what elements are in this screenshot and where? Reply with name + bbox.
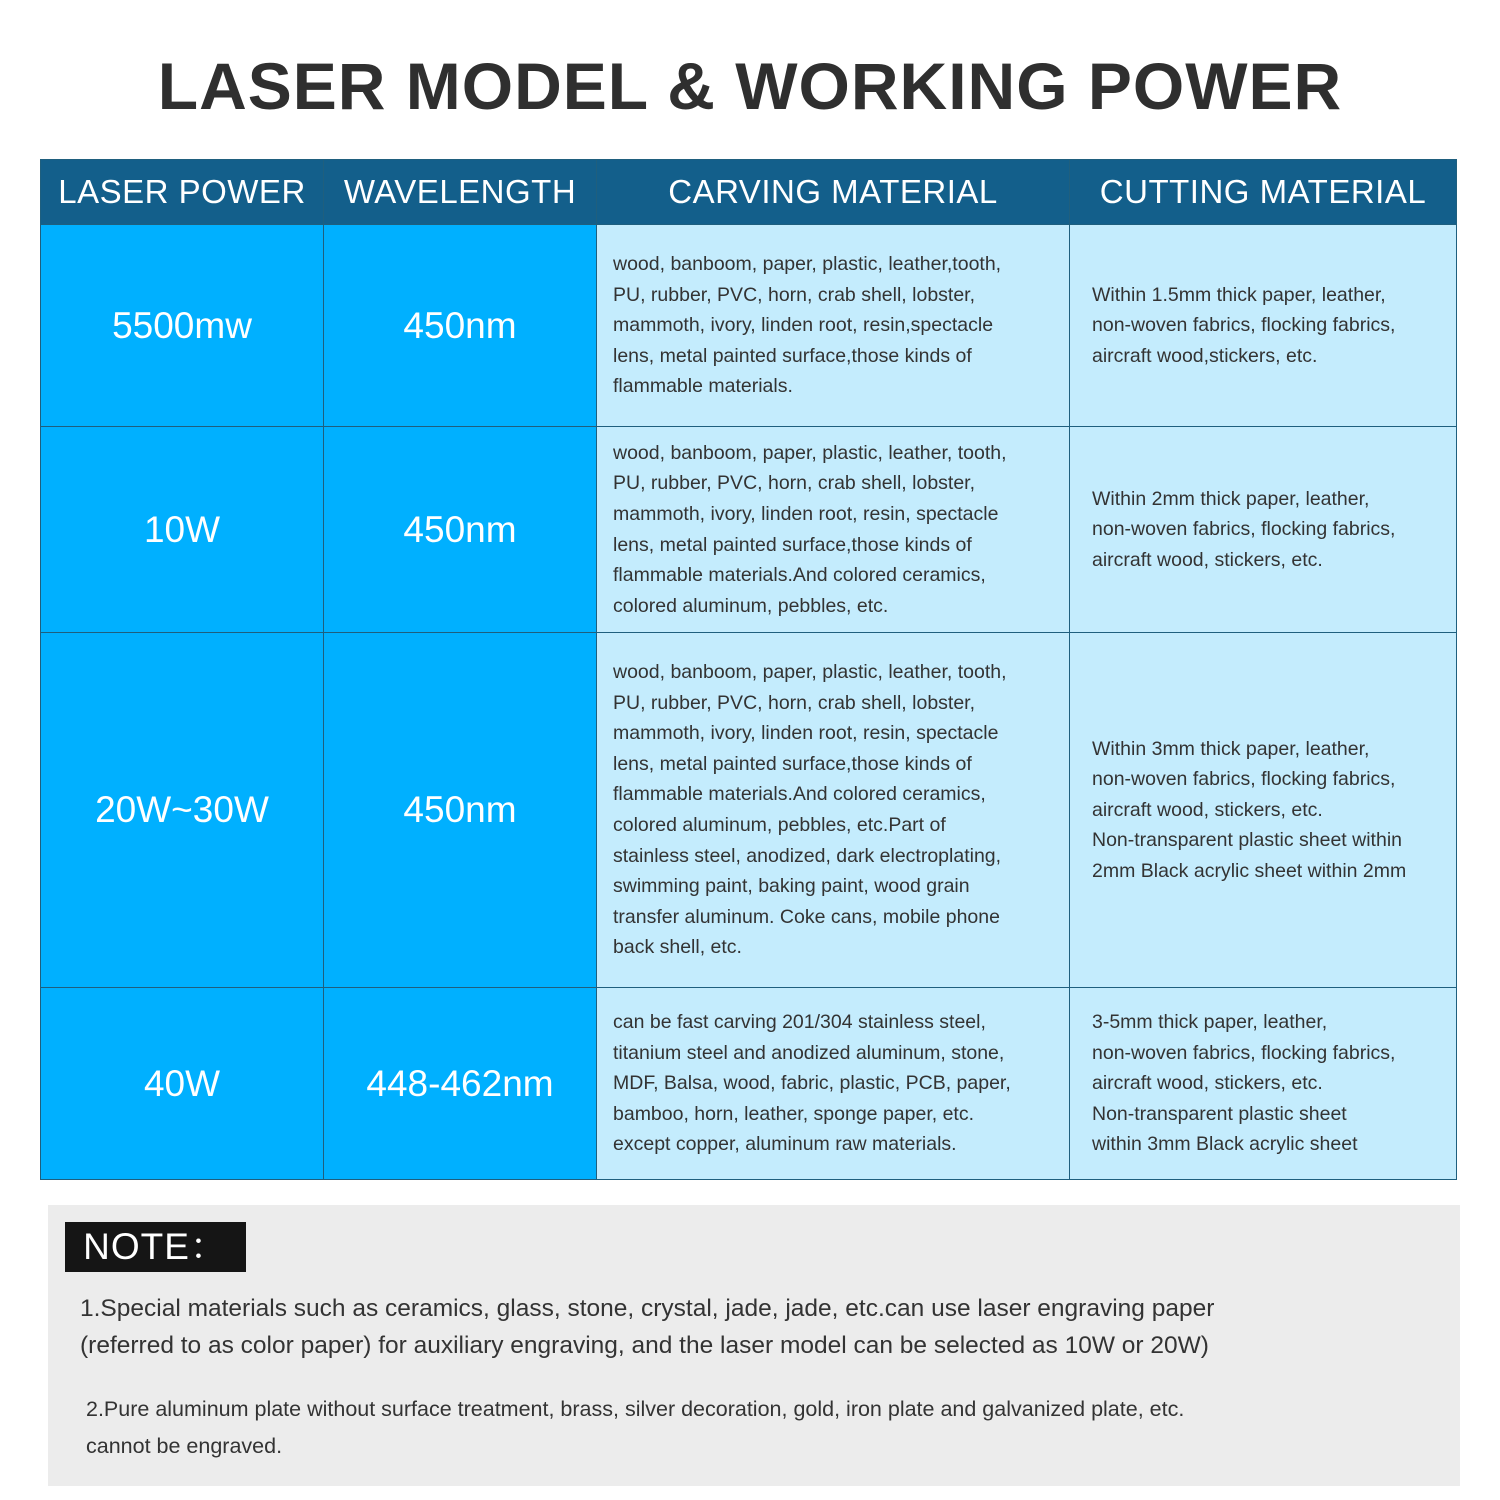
cutting-material-cell [1070,427,1457,633]
wavelength-cell: 448-462nm [324,988,597,1180]
cutting-material-text: Within 1.5mm thick paper, leather, non-woven fabrics, flocking fabrics, aircraft wood,stickers, etc. [1092,283,1396,367]
carving-material-cell [597,988,1070,1180]
cutting-material-text: Within 2mm thick paper, leather, non-woven fabrics, flocking fabrics, aircraft wood, stickers, etc. [1092,487,1396,571]
wavelength-cell: 450nm [324,225,597,427]
carving-material-text: wood, banboom, paper, plastic, leather,tooth, PU, rubber, PVC, horn, crab shell, lobster, mammoth, ivory, linden root, resin,spectacle lens, metal painted surface,those kinds of flammable materials. [613,253,1002,398]
note-section [48,1205,1460,1486]
table-header-row [41,160,1457,225]
header-cutting-material: CUTTING MATERIAL [1070,160,1457,225]
cutting-material-cell [1070,988,1457,1180]
carving-material-cell [597,427,1070,633]
note-label: NOTE： [65,1222,246,1272]
table-row [41,633,1457,988]
carving-material-text: wood, banboom, paper, plastic, leather, tooth, PU, rubber, PVC, horn, crab shell, lobster, mammoth, ivory, linden root, resin, spectacle lens, metal painted surface,those kinds of flammable materials.And colored ceramics, colored aluminum, pebbles, etc.Part of stainless steel, anodized, dark electroplating, swimming paint, baking paint, wood grain transfer aluminum. Coke cans, mobile phone back shell, etc. [613,661,1007,959]
laser-power-cell: 10W [41,427,324,633]
page-title: LASER MODEL & WORKING POWER [157,49,1343,123]
laser-power-cell: 5500mw [41,225,324,427]
table-row [41,988,1457,1180]
header-wavelength: WAVELENGTH [324,160,597,225]
note-item: 2.Pure aluminum plate without surface treatment, brass, silver decoration, gold, iron plate and galvanized plate, etc. cannot be engraved. [86,1397,1185,1458]
table-row [41,427,1457,633]
carving-material-cell [597,633,1070,988]
laser-power-cell: 20W~30W [41,633,324,988]
laser-spec-table [40,159,1457,1180]
header-carving-material: CARVING MATERIAL [597,160,1070,225]
note-item: 1.Special materials such as ceramics, glass, stone, crystal, jade, jade, etc.can use laser engraving paper (referred to as color paper) for auxiliary engraving, and the laser model can be selected as 10W or 20W) [80,1295,1215,1359]
cutting-material-text: Within 3mm thick paper, leather, non-woven fabrics, flocking fabrics, aircraft wood, stickers, etc. Non-transparent plastic sheet within 2mm Black acrylic sheet within 2mm [1092,737,1407,882]
carving-material-cell [597,225,1070,427]
table-row [41,225,1457,427]
wavelength-cell: 450nm [324,427,597,633]
header-laser-power: LASER POWER [41,160,324,225]
cutting-material-text: 3-5mm thick paper, leather, non-woven fabrics, flocking fabrics, aircraft wood, stickers, etc. Non-transparent plastic sheet within 3mm Black acrylic sheet [1092,1011,1396,1156]
cutting-material-cell [1070,225,1457,427]
cutting-material-cell [1070,633,1457,988]
carving-material-text: wood, banboom, paper, plastic, leather, tooth, PU, rubber, PVC, horn, crab shell, lobster, mammoth, ivory, linden root, resin, spectacle lens, metal painted surface,those kinds of flammable materials.And colored ceramics, colored aluminum, pebbles, etc. [613,441,1007,617]
wavelength-cell: 450nm [324,633,597,988]
laser-power-cell: 40W [41,988,324,1180]
carving-material-text: can be fast carving 201/304 stainless steel, titanium steel and anodized aluminum, stone, MDF, Balsa, wood, fabric, plastic, PCB, paper, bamboo, horn, leather, sponge paper, etc. except copper, aluminum raw materials. [613,1011,1011,1156]
